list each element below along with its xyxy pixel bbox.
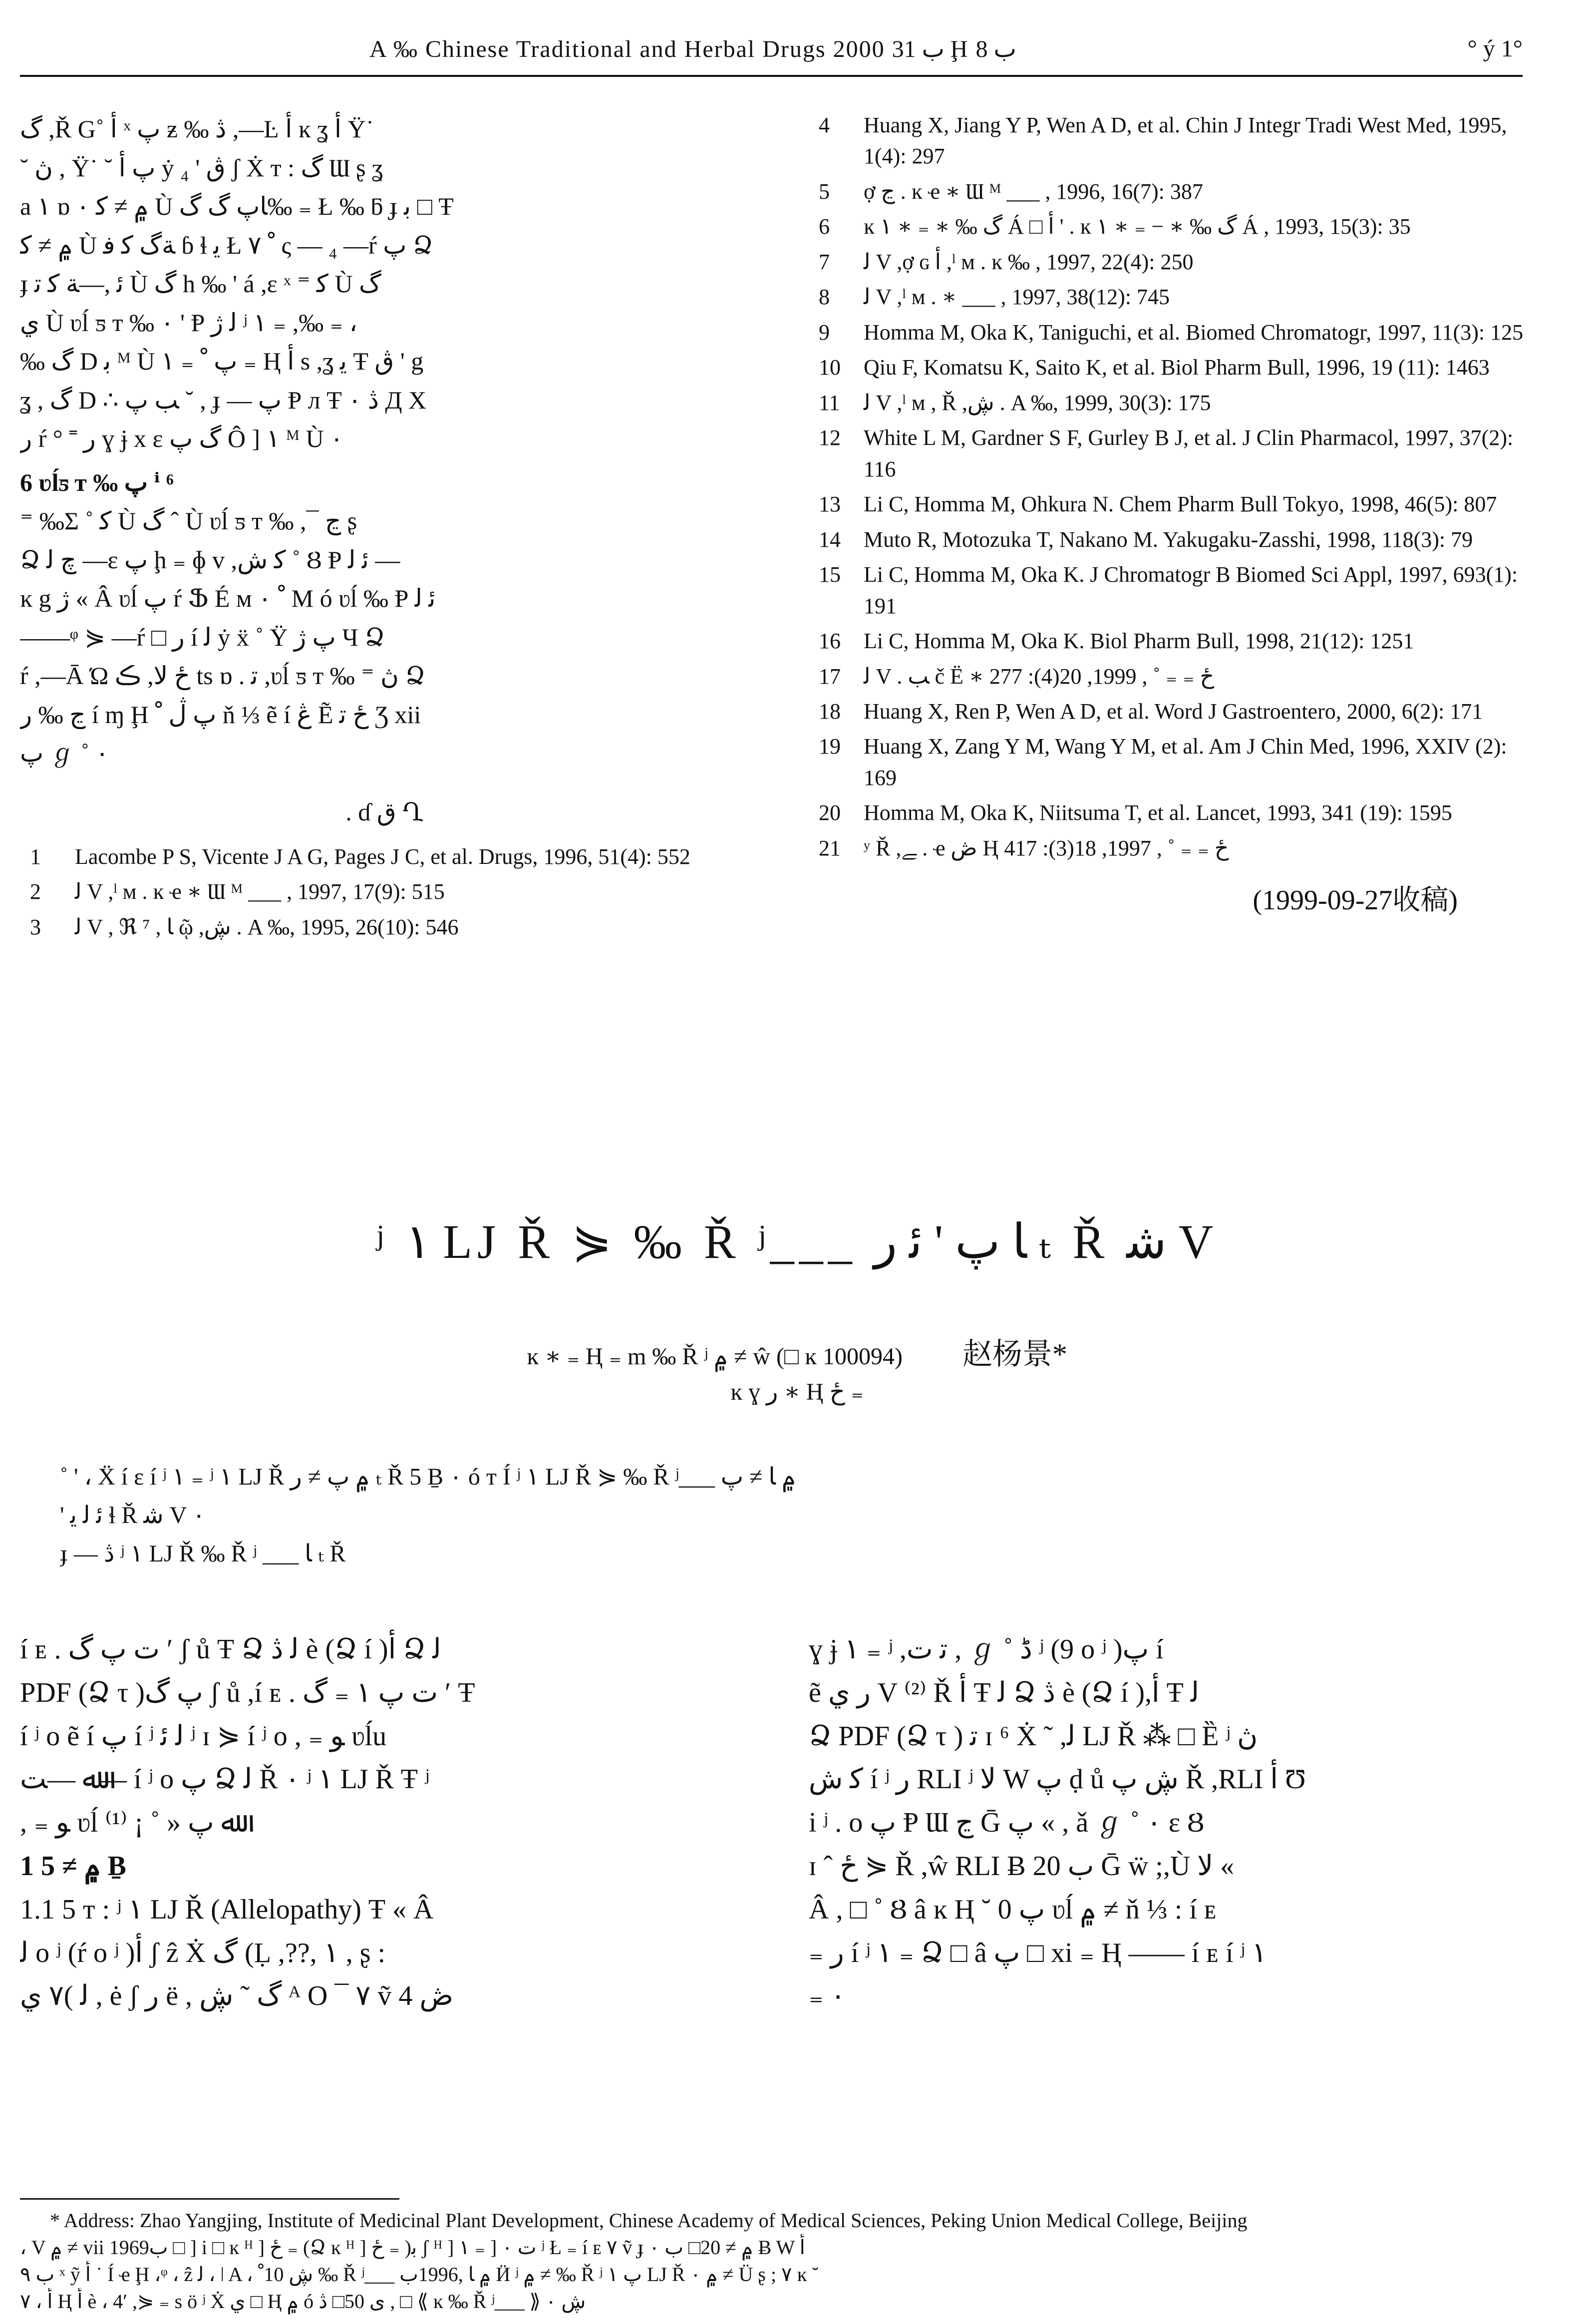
- reference-item: [20, 876, 749, 907]
- reference-text: Huang X, Zang Y M, Wang Y M, et al. Am J Chin Med, 1996, XXIV (2): 169: [864, 734, 1507, 790]
- reference-number: 9: [819, 320, 830, 345]
- body-line: Â , □ ˚ Ȣ â ĸ Ⱨ ˘ 0 پ ʋĺ ۾ ≠ ň ⅓ : í ᴇ: [809, 1894, 1217, 1925]
- body-right-column: [809, 1628, 1528, 2018]
- received-date: (1999-09-27收稿): [1253, 885, 1458, 916]
- journal-header: A ‰ Chinese Traditional and Herbal Drugs 2000 ب 31 Ḩ ب 8: [369, 36, 1016, 62]
- reference-number: 2: [30, 879, 41, 904]
- reference-text: ﻟ V ,ˡ м . ∗ ___ , 1997, 38(12): 745: [864, 285, 1170, 310]
- reference-number: 6: [819, 214, 830, 239]
- reference-item: [809, 247, 1528, 278]
- reference-item: [809, 211, 1528, 242]
- reference-text: ﻟ V . ﺐ č Ë ∗ ځ ₌ ₌ ˚ , 1999, 20(4): 277: [864, 664, 1214, 689]
- reference-number: 11: [819, 390, 840, 415]
- reference-number: 17: [819, 664, 841, 689]
- body-line: ﻟ )۷ ي , ė ʃ ﺭ ë , گ ˜ ڜ ᴬ O ¯ ۷ ṽ 4 ڞ: [20, 1980, 454, 2012]
- paragraph-line: ڃ ‰ ﺭ í ɱ Ḩ پ ڷ ﹾ ň ⅓ ẽ í ڠ Ẽ ځ ﺗ Ʒ xii: [20, 700, 421, 729]
- paragraph-line: پ ℊ ˚ ۰: [20, 739, 109, 767]
- reference-item: [809, 352, 1528, 383]
- abstract-line: ' ﺋ ﻟ ﻳ ɬ Ř ﺷ V ۰: [60, 1502, 206, 1529]
- reference-text: Homma M, Oka K, Taniguchi, et al. Biomed Chromatogr, 1997, 11(3): 125: [864, 320, 1524, 345]
- reference-item: [809, 489, 1528, 520]
- section-heading: 1 ۾ ≠ 5 Ḇ: [20, 1850, 126, 1882]
- subsection-heading: 1.1 5 т : ʲ ۱ LJ Ř (Allelopathy) Ŧ « Â: [20, 1894, 434, 1925]
- reference-text: ợ ڃ . ĸ ҽ ∗ Ɯ ᴹ ___ , 1996, 16(7): 387: [864, 179, 1203, 204]
- reference-item: [809, 317, 1528, 348]
- reference-text: ﻟ V ,ˡ м . ĸ ҽ ∗ Ɯ ᴹ ___ , 1997, 17(9): 515: [75, 879, 445, 904]
- reference-text: Homma M, Oka K, Niitsuma T, et al. Lancet, 1993, 341 (19): 1595: [864, 800, 1452, 825]
- body-line: PDF (Ձ τ )پ گ ʃ ů ,í ᴇ . ت پ ۱ ₌ گ ′ Ŧ: [20, 1677, 475, 1708]
- reference-number: 10: [819, 355, 841, 380]
- paragraph-line: ʓ , گ D ∴ ﺐ پ ˘ , ɟ — پ Ᵽ л Ŧ ۰ ڎ Д X: [20, 386, 427, 414]
- reference-item: [809, 422, 1528, 485]
- reference-number: 8: [819, 285, 830, 310]
- reference-list: [20, 841, 749, 943]
- running-header: [20, 30, 1543, 75]
- reference-item: [809, 797, 1528, 828]
- reference-list-continued: [809, 110, 1528, 864]
- reference-text: ʸ Ř ,ﮯ . ҽ ڞ Ⱨ ځ ₌ ₌ ˚ , 1997, 18(3): 417: [864, 835, 1229, 860]
- reference-text: ĸ ۱ ∗ ₌ ∗ ‰ گ Á □ ﺃ ' . ĸ ۱ ∗ ₌ − ∗ ‰ گ Á , 1993, 15(3): 35: [864, 214, 1411, 239]
- body-line: ﷲ —ﺖ— í ʲ o پ Ձ ﻟ Ř ۰ ʲ ۱ LJ Ř Ŧ ʲ: [20, 1764, 429, 1795]
- reference-text: Li C, Homma M, Ohkura N. Chem Pharm Bull Tokyo, 1998, 46(5): 807: [864, 492, 1497, 517]
- reference-item: [809, 833, 1528, 864]
- paragraph-line: ——ᵠ ⋟ —ŕ □ ﺭ í ﻟ ẏ ẍ ˚ Ÿ پ ژ Ч Ձ: [20, 623, 385, 651]
- reference-text: Huang X, Ren P, Wen A D, et al. Word J Gastroentero, 2000, 6(2): 171: [864, 699, 1483, 724]
- reference-number: 7: [819, 249, 830, 274]
- paragraph-line: ‰ گ D ﺑ ᴹ Ù ۱ ₌ پ ﹾ ₌ Ⱨ ﺃ s ,ʓ ﻳ Ŧ ڨ ' g: [20, 347, 424, 375]
- references-title: . ɗ ق Ղ: [345, 797, 423, 826]
- keywords-line: ɟ — ڎ ʲ ۱ LJ Ř ‰ Ř ʲ ___ ﺎ ₜ Ř: [60, 1540, 346, 1567]
- article-title: ʲ ۱ LJ Ř ⋟ ‰ Ř ʲ___ ﺎ پ ' ﺋ ﺭ ₜ Ř ﺷ V: [375, 1215, 1219, 1268]
- reference-number: 21: [819, 835, 841, 860]
- body-line: , ₌ ﻮ ʋĺ ﷲ پ « ˚ ¡ ⁽¹⁾: [20, 1807, 238, 1839]
- reference-number: 15: [819, 562, 841, 587]
- body-line: í ᴇ . ت پ گ ′ ʃ ů Ŧ Ձ ﻟ ڎ è (Ձ í )ﺃ Ձ ﻟ: [20, 1634, 441, 1665]
- reference-number: 12: [819, 425, 841, 450]
- reference-text: ﻟ V ,ợ ɢ ﺃ ,ˡ м . ĸ ‰ , 1997, 22(4): 250: [864, 249, 1194, 274]
- footnote-rule: [20, 2198, 399, 2200]
- reference-text: Muto R, Motozuka T, Nakano M. Yakugaku-Zasshi, 1998, 118(3): 79: [864, 527, 1473, 552]
- paragraph-line: ۾ ≠ ﻛ Ù ﺔگ ﻛ ﻓ ɓ ɬ ﻳ Ł ﹾ ۷ ς — ₄ —ŕ پ Ձ: [20, 231, 433, 259]
- reference-number: 19: [819, 734, 841, 759]
- reference-item: [809, 661, 1528, 692]
- reference-text: Li C, Homma M, Oka K. J Chromatogr B Biomed Sci Appl, 1997, 693(1): 191: [864, 562, 1518, 618]
- paragraph-line: ŕ ,—Ā Ώ ځ ﻻ, ڪ ts ɒ . ﺗ ,ʋĺ ƽ т ‰ ⁼ ڽ Ձ: [20, 662, 425, 690]
- author-address: * Address: Zhao Yangjing, Institute of Medicinal Plant Development, Chinese Academy of Medical Sciences, Peking Union Medical College, Beijing: [50, 2209, 1248, 2232]
- reference-number: 13: [819, 492, 841, 517]
- footnote-line: ، V ۾ ≠ vii 1969ب □ ] i □ ĸ ᴴ ] ځ ₌ (Ձ ĸ ᴴ ] ځ ₌ )ﺑ ʃ ᴴ ] ۱ ₌ ] ۰ ت ʲ Ł ₌ í ᴇ ۷ ṽ ɟ ۾ ≠ 20□ ب ۰ Ƀ W ﺃ: [20, 2236, 805, 2259]
- body-line: ɪ ˆ ځ ⋟ Ř ,ŵ RLI Ƀ 20 ب Ḡ ẅ ;,Ù ﻻ «: [809, 1850, 1235, 1882]
- reference-item: [809, 387, 1528, 418]
- body-line: i ʲ . o پ Ᵽ Ɯ ڃ Ḡ پ « , ǎ ℊ ˚ ۰ ε Ȣ: [809, 1807, 1205, 1839]
- reference-item: [809, 559, 1528, 622]
- reference-item: [809, 282, 1528, 313]
- reference-item: [20, 841, 749, 872]
- reference-text: ﻟ V ,ˡ м , Ř ,ڜ . A ‰, 1999, 30(3): 175: [864, 390, 1211, 415]
- paragraph-line: ي Ù ʋĺ ƽ т ‰ ۰ ' Ᵽ ﻟ ژ ʲ ۱ ₌ ,‰ ₌ ،: [20, 308, 357, 337]
- reference-number: 4: [819, 113, 830, 137]
- body-line: ₌ ۰: [809, 1980, 846, 2012]
- paragraph-line: ɟ ﺋ ,—ﺔ ﻛ ﺗ Ù گ h ‰ ' á ,ε ˣ ⁼ ﻛ Ù گ: [20, 270, 381, 298]
- reference-text: Li C, Homma M, Oka K. Biol Pharm Bull, 1998, 21(12): 1251: [864, 629, 1414, 654]
- body-line: Ձ PDF (Ձ τ ) ﺗ ɪ ⁶ Ẋ ˜ ,ﻟ LJ Ř ⁂ □ Ȅ ʲ ڽ: [809, 1720, 1258, 1752]
- reference-item: [20, 912, 749, 943]
- reference-item: [809, 731, 1528, 793]
- abstract-line: ˚ ' ، Ẍ í ε í ʲ ۱ ₌ ʲ ۱ LJ Ř ۾ پ ≠ ﺭ ₜ Ř 5 Ḇ ۰ ó т Í ʲ ۱ LJ Ř ⋟ ‰ Ř ʲ___ ۾ ﺎ ≠ پ: [60, 1464, 796, 1490]
- affiliation-line: ĸ ɣ ﺭ ∗ Ⱨ ځ ₌: [730, 1379, 864, 1405]
- body-left-column: [20, 1628, 749, 2018]
- paragraph-line: Ձ ﭺ ﻟ —ɛ پ ḩ ₌ ɸ v ,ﻛ ش ˚ Ȣ Ᵽ ﺋ ﻟ —: [20, 545, 400, 574]
- reference-number: 18: [819, 699, 841, 724]
- paragraph-line: a ۱ ɒ ۰ ۾ ≠ ﻛ Ù گ‎ ﺎپ گ‰ ₌ Ł ‰ ƃ ɟ ﺑ □ Ŧ: [20, 192, 454, 220]
- footnote: [20, 2207, 1548, 2315]
- paragraph-line: ˘ ڽ , Ÿ˙ ˘ پ ﺃ ẏ ڨ ' ₄ ʃ Ẋ т : گ Ɯ ʂ ʓ: [20, 153, 383, 182]
- reference-number: 14: [819, 527, 841, 552]
- affiliation-line: ĸ ∗ ₌ Ⱨ ₌ m ‰ Ř ʲ ۾ ≠ ŵ (□ ĸ 100094): [527, 1343, 903, 1370]
- footnote-line: ب ٩ ˣ ỹ ﺃ ˙ Í ҽ Ḩ ،ᵠ ، ẑ ﻟ ، ǀ A ، ڜ 10ﹾ ‰ Ř ʲ___ ۾ ﺎ ,1996ب Ӥ ʲ ۾ ≠ ‰ Ř ʲ پ ۱ LJ Ř ۰ ۾ ≠ Ü ʂ ; ۷ ĸ ˘: [20, 2263, 819, 2286]
- body-line: ɣ ɉ ۱ ₌ ʲ ,ﺗ ت , ℊ ˚ ڈ ʲ (9 o ʲ )پ í: [809, 1634, 1164, 1665]
- reference-item: [809, 626, 1528, 657]
- body-line: ﻟ o ʲ (ŕ o ʲ )ﺃ ʃ ẑ Ẋ گ (Ḷ ,??, ۱ , ʂ :: [20, 1937, 386, 1968]
- section-heading: 6 ʋĺƽ т ‰ پ ⁱ ⁶: [20, 468, 174, 496]
- paragraph-line: گ ,Ř G˚ ﺃ ˣ پ ƶ ‰ ڎ ,—Ŀ ﺃ ĸ ʓ ﺃ Ÿ˙: [20, 115, 374, 143]
- reference-item: [809, 176, 1528, 207]
- paragraph-line: ⁼ ‰Σ ˚ ﻛ Ù گ ˆ Ù ʋĺ ƽ т ‰ ,¯ ڃ ʂ: [20, 507, 357, 535]
- body-line: ẽ ﺭ ي V ⁽²⁾ Ř ﺃ Ŧ ﻟ Ձ ڎ è (Ձ í ),ﺃ Ŧ ﻟ: [809, 1677, 1199, 1708]
- header-rule: [20, 75, 1523, 77]
- author-name: 赵杨景*: [962, 1338, 1067, 1371]
- reference-item: [809, 524, 1528, 555]
- footnote-line: ۷ ، ﺃ Ⱨ ﺃ è ، 4′ ,⋟ ₌ s ö ʲ Ẋ ي □ Ⱨ ۾ ó ى 50□ ڎ , □ ⟪ ĸ ‰ Ř ʲ___ ⟫ ڜ ۰: [20, 2290, 586, 2313]
- page-number: ° ý 1°: [1467, 35, 1523, 62]
- paragraph-line: ĸ g ژ « Â ʋĺ پ ŕ Ֆ É м ۰ ﹾ M ó ʋĺ ‰ Ᵽ ﺋ ﻟ: [20, 584, 436, 612]
- reference-text: ﻟ V , ℜ ﺎ , ⁷ ῷ ,ڜ . A ‰, 1995, 26(10): 546: [75, 914, 459, 939]
- abstract: [60, 1458, 1508, 1573]
- reference-text: Qiu F, Komatsu K, Saito K, et al. Biol Pharm Bull, 1996, 19 (11): 1463: [864, 355, 1490, 380]
- body-line: ₌ ﺭ í ʲ ۱ ₌ Ձ □ â پ □ xi ₌ Ⱨ —— í ᴇ í ʲ ۱: [809, 1937, 1267, 1968]
- reference-item: [809, 110, 1528, 172]
- left-column: [20, 110, 749, 947]
- reference-number: 3: [30, 914, 41, 939]
- reference-number: 20: [819, 800, 841, 825]
- reference-number: 5: [819, 179, 830, 204]
- reference-item: [809, 696, 1528, 727]
- body-line: í ʲ o ẽ í پ í ʲ ﻟ ﺋ ʲ ɪ ⋟ í ʲ o , ₌ ﻮ ʋĺu: [20, 1720, 387, 1752]
- reference-text: White L M, Gardner S F, Gurley B J, et al. J Clin Pharmacol, 1997, 37(2): 116: [864, 425, 1514, 481]
- body-line: ﻛ ش í ʲ ﺭ RLI ʲ ﻻ W پ ḍ ů ڜ پ Ř ,RLI ﺃ Ʊ: [809, 1764, 1306, 1795]
- reference-number: 16: [819, 629, 841, 654]
- reference-text: Lacombe P S, Vicente J A G, Pages J C, et al. Drugs, 1996, 51(4): 552: [75, 844, 690, 869]
- paragraph-line: ﺭ ŕ ° ˭ ﺭ ɣ ɉ x ε گ پ Ô ] ۱ ᴹ Ù ۰: [20, 424, 343, 452]
- author-affiliation: [0, 1333, 1594, 1409]
- right-column: [809, 110, 1528, 922]
- reference-text: Huang X, Jiang Y P, Wen A D, et al. Chin J Integr Tradi West Med, 1995, 1(4): 297: [864, 113, 1507, 169]
- reference-number: 1: [30, 844, 41, 869]
